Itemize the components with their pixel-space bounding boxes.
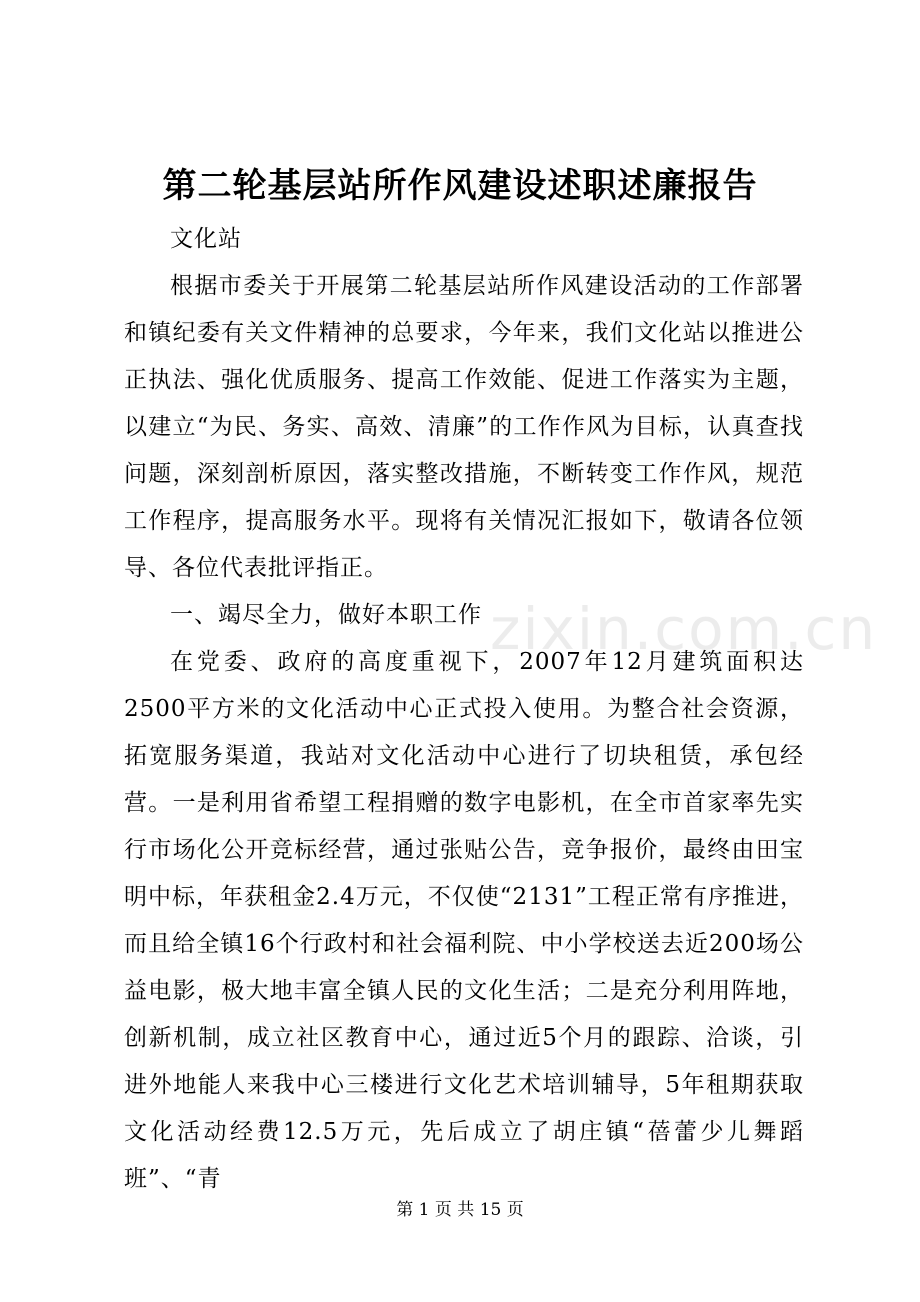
document-body (124, 216, 804, 1203)
paragraph-intro: 根据市委关于开展第二轮基层站所作风建设活动的工作部署和镇纪委有关文件精神的总要求，今年来，我们文化站以推进公正执法、强化优质服务、提高工作效能、促进工作落实为主题，以建立“为民、务实、高效、清廉”的工作作风为目标，认真查找问题，深刻剖析原因，落实整改措施，不断转变工作作风，规范工作程序，提高服务水平。现将有关情况汇报如下，敬请各位领导、各位代表批评指正。 (124, 273, 804, 581)
section-heading: 一、竭尽全力，做好本职工作 (170, 602, 482, 628)
document-title: 第二轮基层站所作风建设述职述廉报告 (162, 166, 758, 206)
paragraph-unit-name: 文化站 (170, 226, 242, 252)
paragraph-body: 在党委、政府的高度重视下，2007年12月建筑面积达2500平方米的文化活动中心正式投入使用。为整合社会资源，拓宽服务渠道，我站对文化活动中心进行了切块租赁，承包经营。一是利用省希望工程捐赠的数字电影机，在全市首家率先实行市场化公开竞标经营，通过张贴公告，竞争报价，最终由田宝明中标，年获租金2.4万元，不仅使“2131”工程正常有序推进，而且给全镇16个行政村和社会福利院、中小学校送去近200场公益电影，极大地丰富全镇人民的文化生活；二是充分利用阵地，创新机制，成立社区教育中心，通过近5个月的跟踪、洽谈，引进外地能人来我中心三楼进行文化艺术培训辅导，5年租期获取文化活动经费12.5万元，先后成立了胡庄镇“蓓蕾少儿舞蹈班”、“青 (124, 649, 804, 1192)
page-footer: 第 1 页 共 15 页 (396, 1200, 524, 1220)
watermark: zixin.com.cn (490, 595, 878, 663)
